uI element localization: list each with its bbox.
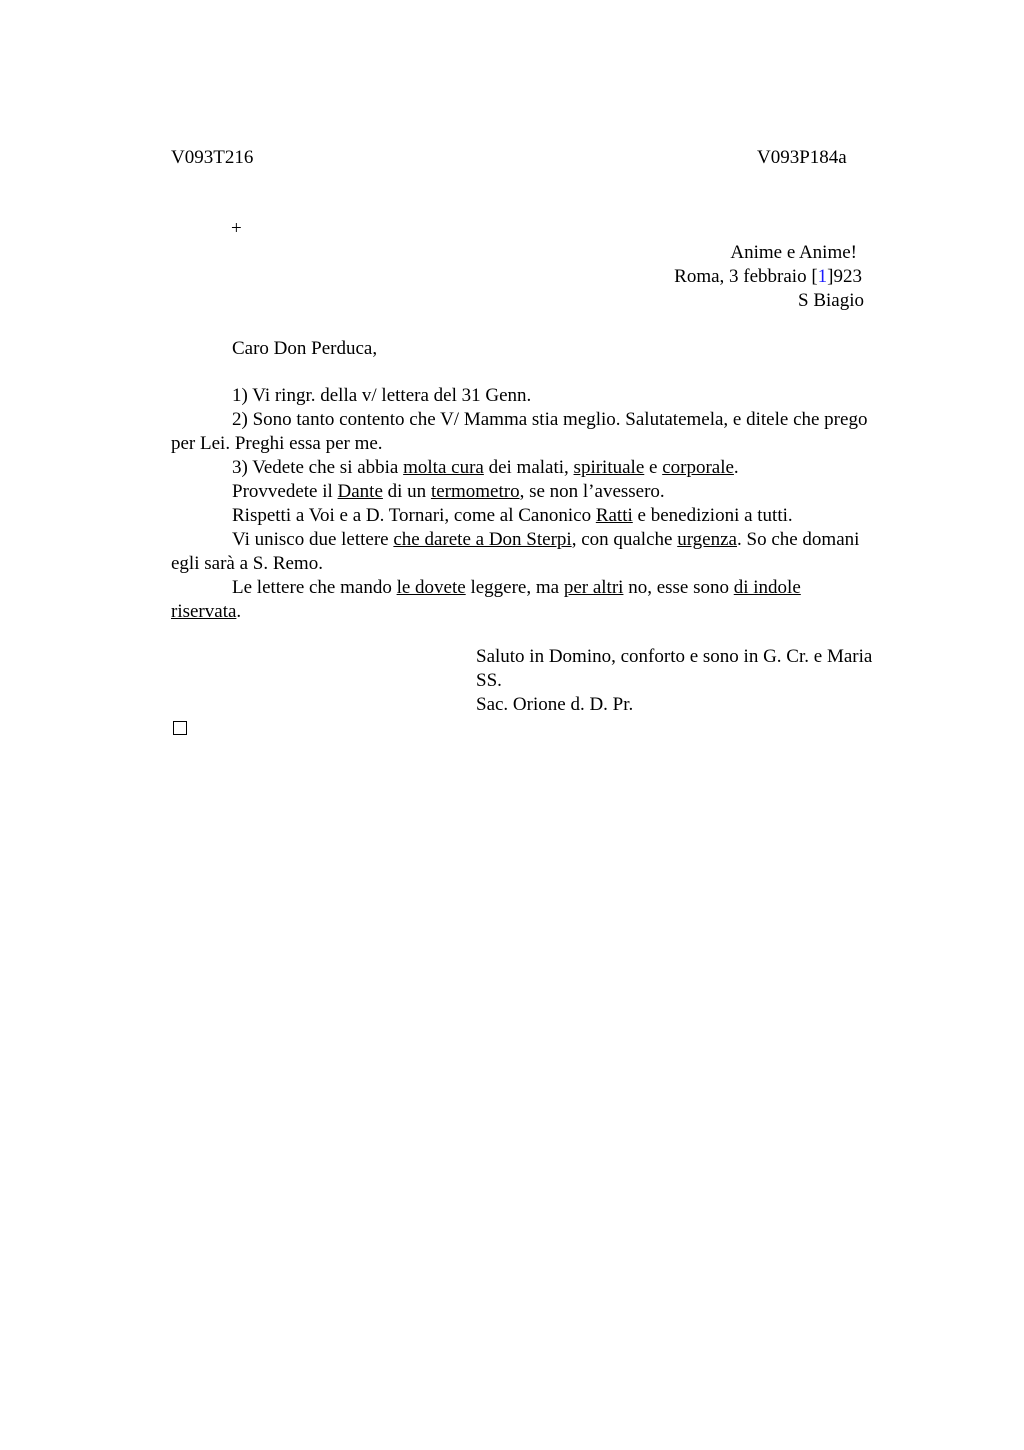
paragraph-7-line-2 bbox=[171, 600, 931, 624]
p3-text-d: . bbox=[733, 457, 739, 478]
p3-underline-2: spirituale bbox=[573, 457, 645, 478]
p6-underline-1: che darete a Don Sterpi bbox=[393, 529, 572, 550]
paragraph-1: 1) Vi ringr. della v/ lettera del 31 Genn. bbox=[232, 385, 532, 406]
salutation: Caro Don Perduca, bbox=[232, 338, 378, 359]
signature-line: Sac. Orione d. D. Pr. bbox=[476, 694, 634, 715]
p4-underline-1: Dante bbox=[337, 481, 383, 502]
closing-block bbox=[476, 645, 872, 717]
letter-body bbox=[171, 384, 931, 624]
p3-text-b: dei malati, bbox=[483, 457, 574, 478]
p4-text-b: di un bbox=[382, 481, 431, 502]
paragraph-4 bbox=[171, 480, 931, 504]
p7-underline-1: le dovete bbox=[396, 577, 466, 598]
p4-underline-2: termometro bbox=[430, 481, 520, 502]
p7-underline-4: riservata bbox=[171, 601, 237, 622]
date-bracket-digit: 1 bbox=[817, 266, 828, 287]
end-box-icon bbox=[173, 721, 187, 735]
p3-text-a: 3) Vedete che si abbia bbox=[232, 457, 404, 478]
closing-line-1: Saluto in Domino, conforto e sono in G. Cr. e Maria bbox=[476, 646, 873, 667]
paragraph-6-line-1 bbox=[171, 528, 931, 552]
motto: Anime e Anime! bbox=[730, 242, 857, 263]
date-suffix: ]923 bbox=[827, 266, 862, 287]
p3-text-c: e bbox=[644, 457, 663, 478]
p5-text-a: Rispetti a Voi e a D. Tornari, come al Canonico bbox=[232, 505, 596, 526]
p7-underline-3: di indole bbox=[733, 577, 801, 598]
p5-underline-1: Ratti bbox=[595, 505, 633, 526]
p5-text-b: e benedizioni a tutti. bbox=[632, 505, 793, 526]
paragraph-6-line-2: egli sarà a S. Remo. bbox=[171, 553, 323, 574]
p7-text-b: leggere, ma bbox=[465, 577, 564, 598]
p7-text-c: no, esse sono bbox=[623, 577, 734, 598]
p4-text-c: , se non l’avessero. bbox=[519, 481, 665, 502]
closing-line-2: SS. bbox=[476, 670, 502, 691]
paragraph-2-line-1: 2) Sono tanto contento che V/ Mamma stia meglio. Salutatemela, e ditele che prego bbox=[232, 409, 868, 430]
paragraph-7-line-1 bbox=[171, 576, 931, 600]
doc-code-right: V093P184a bbox=[757, 147, 847, 168]
paragraph-3 bbox=[171, 456, 931, 480]
cross-symbol: + bbox=[231, 218, 242, 239]
paragraph-2-line-2: per Lei. Preghi essa per me. bbox=[171, 433, 383, 454]
p3-underline-1: molta cura bbox=[403, 457, 484, 478]
p3-underline-3: corporale bbox=[662, 457, 734, 478]
p6-text-c: . So che domani bbox=[737, 529, 860, 550]
date-line bbox=[674, 265, 862, 289]
date-prefix: Roma, 3 febbraio [ bbox=[674, 266, 818, 287]
p6-underline-2: urgenza bbox=[677, 529, 737, 550]
p4-text-a: Provvedete il bbox=[232, 481, 338, 502]
feast-day: S Biagio bbox=[798, 290, 864, 311]
p7-underline-2: per altri bbox=[563, 577, 624, 598]
doc-code-left: V093T216 bbox=[171, 147, 254, 168]
p7-text-a: Le lettere che mando bbox=[232, 577, 397, 598]
paragraph-5 bbox=[171, 504, 931, 528]
p7-text-d: . bbox=[236, 601, 242, 622]
p6-text-a: Vi unisco due lettere bbox=[232, 529, 394, 550]
p6-text-b: , con qualche bbox=[571, 529, 678, 550]
